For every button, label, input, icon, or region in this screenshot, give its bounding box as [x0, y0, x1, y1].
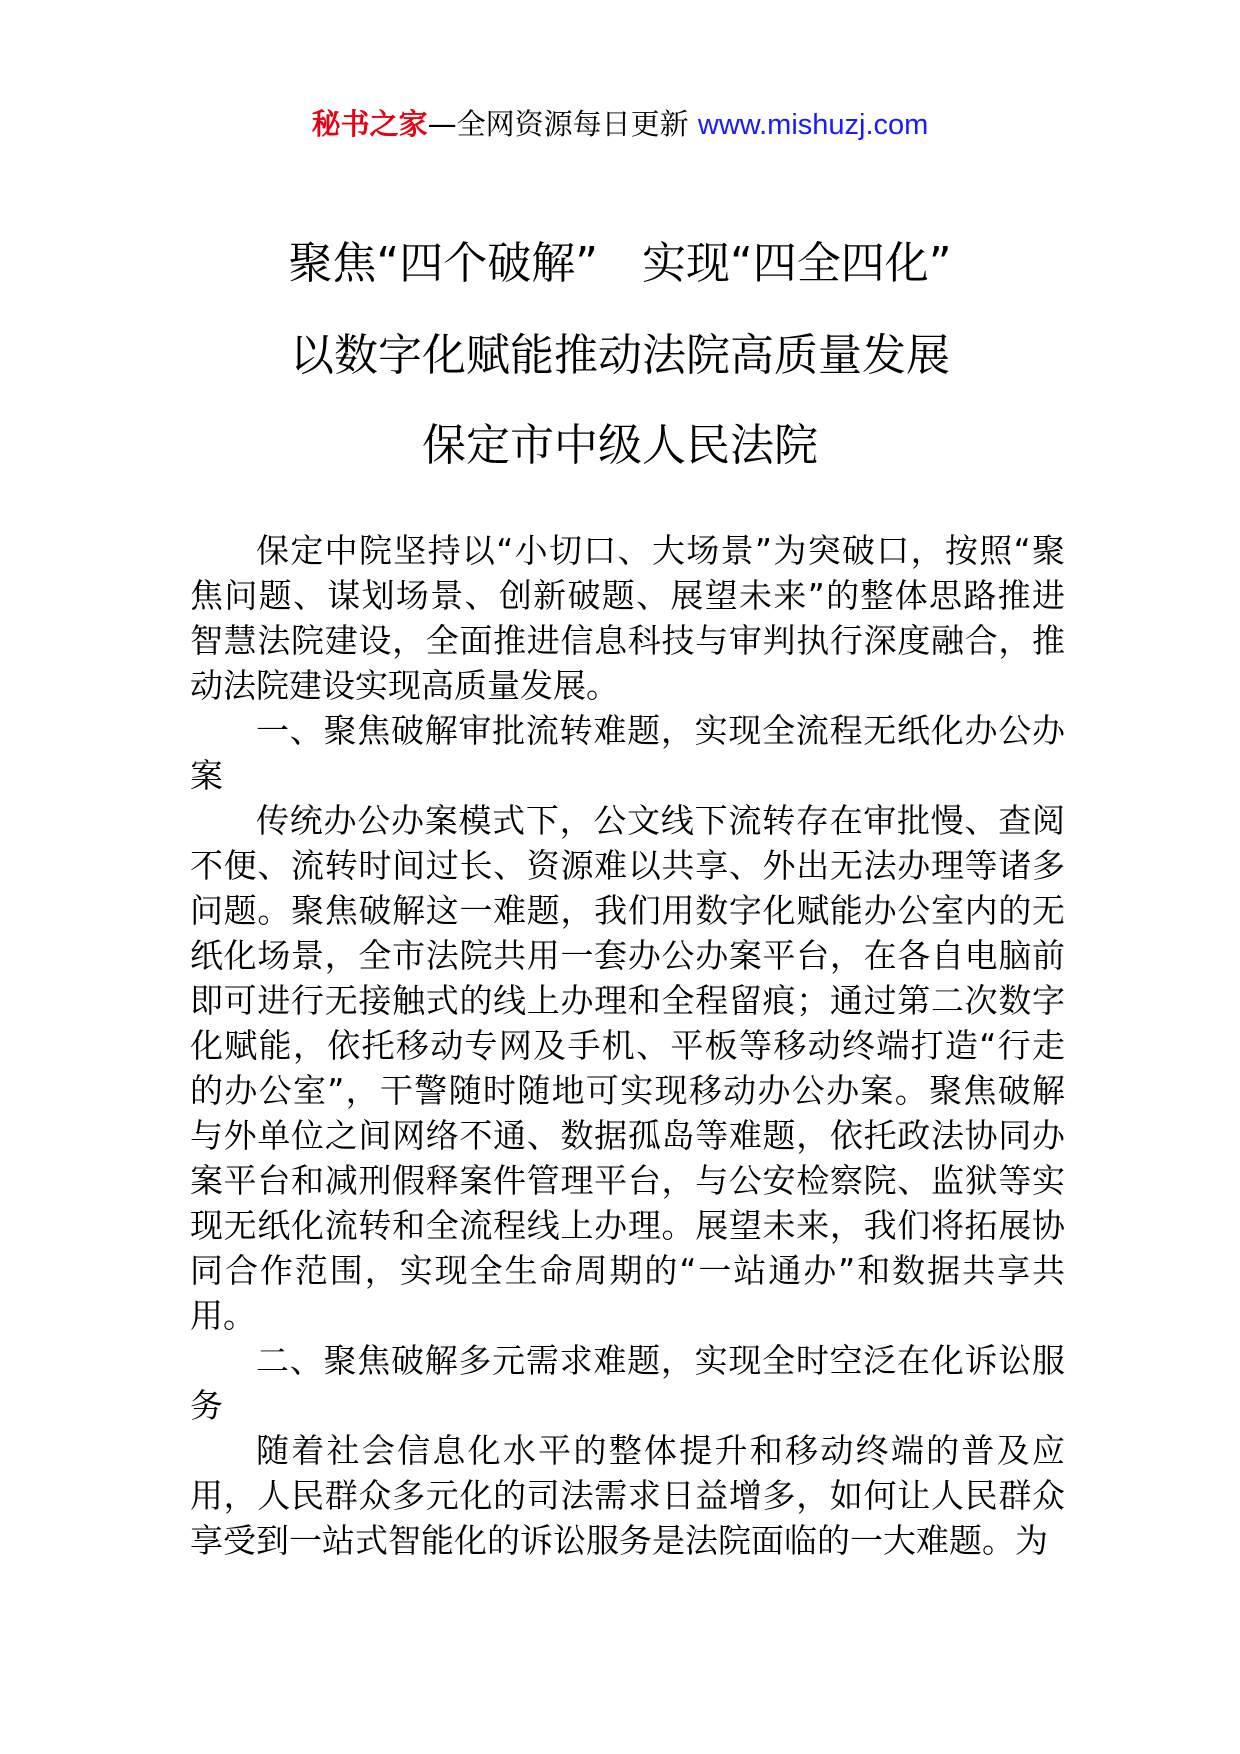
body-paragraph: 传统办公办案模式下，公文线下流转存在审批慢、查阅不便、流转时间过长、资源难以共享、外出无法办理等诸多问题。聚焦破解这一难题，我们用数字化赋能办公室内的无纸化场景，全市法院共用一套办公办案平台，在各自电脑前即可进行无接触式的线上办理和全程留痕；通过第二次数字化赋能，依托移动专网及手机、平板等移动终端打造“行走的办公室”，干警随时随地可实现移动办公办案。聚焦破解与外单位之间网络不通、数据孤岛等难题，依托政法协同办案平台和减刑假释案件管理平台，与公安检察院、监狱等实现无纸化流转和全流程线上办理。展望未来，我们将拓展协同合作范围，实现全生命周期的“一站通办”和数据共享共用。 [190, 801, 1065, 1335]
site-url-link[interactable]: www.mishuzj.com [697, 109, 929, 141]
document-title: 聚焦“四个破解” 实现“四全四化” [288, 238, 952, 289]
site-brand: 秘书之家 [311, 107, 428, 141]
section-heading-2: 二、聚焦破解多元需求难题，实现全时空泛在化诉讼服务 [190, 1341, 1065, 1425]
document-subtitle: 以数字化赋能推动法院高质量发展 [290, 330, 950, 381]
site-tagline: —全网资源每日更新 [427, 107, 698, 141]
intro-paragraph: 保定中院坚持以“小切口、大场景”为突破口，按照“聚焦问题、谋划场景、创新破题、展望未来”的整体思路推进智慧法院建设，全面推进信息科技与审判执行深度融合，推动法院建设实现高质量发展。 [190, 531, 1065, 705]
document-author: 保定市中级人民法院 [422, 420, 818, 471]
section-heading-1: 一、聚焦破解审批流转难题，实现全流程无纸化办公办案 [190, 711, 1065, 795]
site-banner [0, 104, 1240, 145]
document-body [190, 528, 1065, 1563]
body-paragraph: 随着社会信息化水平的整体提升和移动终端的普及应用，人民群众多元化的司法需求日益增多，如何让人民群众享受到一站式智能化的诉讼服务是法院面临的一大难题。为 [190, 1431, 1065, 1560]
